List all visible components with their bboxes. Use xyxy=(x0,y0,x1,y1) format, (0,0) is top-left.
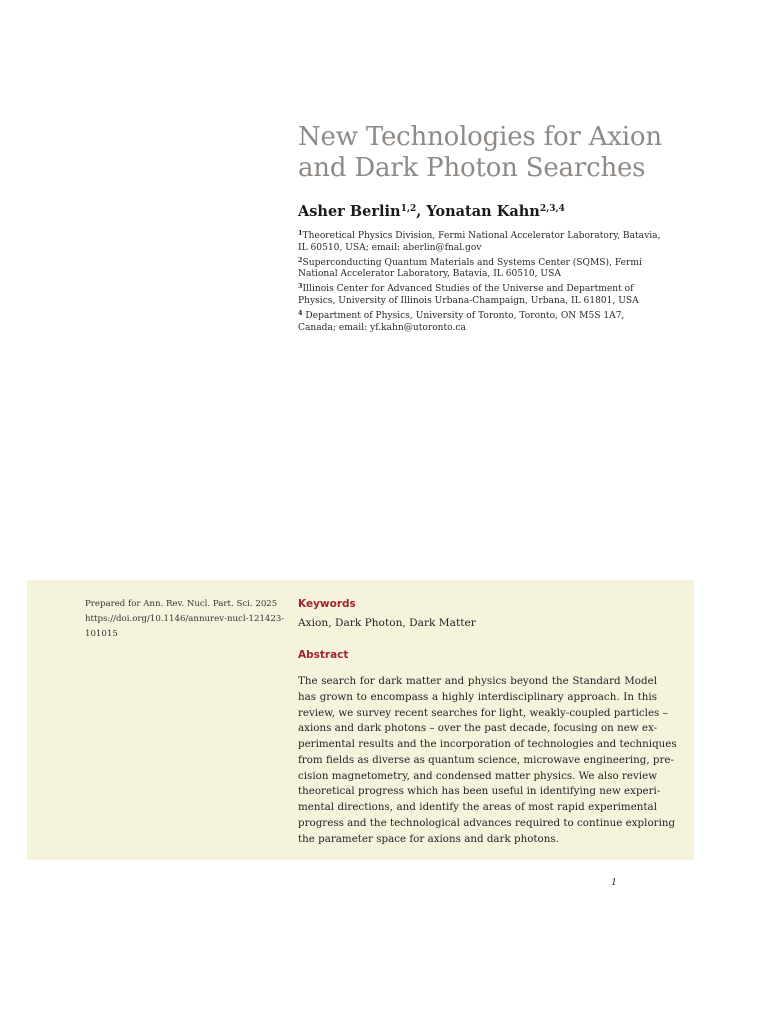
abstract-heading: Abstract xyxy=(298,649,349,661)
author-name-2: Yonatan Kahn xyxy=(426,203,540,220)
abstract-text xyxy=(298,674,677,847)
affiliation-mark-3: 3 xyxy=(298,282,303,291)
page-number: 1 xyxy=(611,877,618,888)
abstract-line: the parameter space for axions and dark photons. xyxy=(298,832,559,845)
author-separator: , xyxy=(416,203,427,220)
abstract-line: theoretical progress which has been useful in identifying new experi- xyxy=(298,785,661,798)
doi-line-1: https://doi.org/10.1146/annurev-nucl-121423- xyxy=(85,614,285,624)
abstract-line: cision magnetometry, and condensed matter physics. We also review xyxy=(298,769,658,782)
paper-title xyxy=(298,122,698,184)
affiliation-mark-1: 1 xyxy=(298,229,303,237)
keywords-text: Axion, Dark Photon, Dark Matter xyxy=(298,617,476,629)
abstract-line: review, we survey recent searches for light, weakly-coupled particles – xyxy=(298,706,668,719)
affiliation-text-1: Theoretical Physics Division, Fermi National Accelerator Laboratory, Batavia, IL 60510, USA; email: aberlin@fnal.gov xyxy=(298,231,661,253)
author-affil-1: 1,2 xyxy=(400,204,417,214)
author-name-1: Asher Berlin xyxy=(298,203,401,220)
title-line-2: and Dark Photon Searches xyxy=(298,153,646,183)
abstract-line: has grown to encompass a highly interdisciplinary approach. In this xyxy=(298,690,657,703)
title-line-1: New Technologies for Axion xyxy=(298,122,662,152)
abstract-line: mental directions, and identify the areas of most rapid experimental xyxy=(298,801,657,813)
affiliation-text-3: Illinois Center for Advanced Studies of the Universe and Department of Physics, University of Illinois Urbana-Champaign, Urbana, IL 61801, USA xyxy=(298,284,639,306)
affiliation-1 xyxy=(298,228,663,255)
affiliations xyxy=(298,228,663,334)
prepared-for: Prepared for Ann. Rev. Nucl. Part. Sci. 2025 xyxy=(85,599,278,609)
affiliation-3 xyxy=(298,281,663,308)
doi-line-2: 101015 xyxy=(85,629,118,639)
affiliation-mark-2: 2 xyxy=(298,255,303,264)
abstract-line: axions and dark photons – over the past decade, focusing on new ex- xyxy=(298,722,658,735)
affiliation-2 xyxy=(298,255,663,282)
affiliation-mark-4: 4 xyxy=(298,308,303,317)
publication-info xyxy=(85,597,295,642)
abstract-line: progress and the technological advances required to continue exploring xyxy=(298,816,676,829)
abstract-line: The search for dark matter and physics beyond the Standard Model xyxy=(298,675,657,687)
abstract-line: perimental results and the incorporation of technologies and techniques xyxy=(298,738,677,750)
keywords-heading: Keywords xyxy=(298,598,356,610)
abstract-line: from fields as diverse as quantum science, microwave engineering, pre- xyxy=(298,753,674,766)
affiliation-text-4: Department of Physics, University of Toronto, Toronto, ON M5S 1A7, Canada; email: yf.kahn@utoronto.ca xyxy=(298,310,625,333)
affiliation-4 xyxy=(298,308,663,335)
author-list xyxy=(298,203,565,220)
affiliation-text-2: Superconducting Quantum Materials and Systems Center (SQMS), Fermi National Accelerator Laboratory, Batavia, IL 60510, USA xyxy=(298,257,642,280)
author-affil-2: 2,3,4 xyxy=(539,204,565,214)
